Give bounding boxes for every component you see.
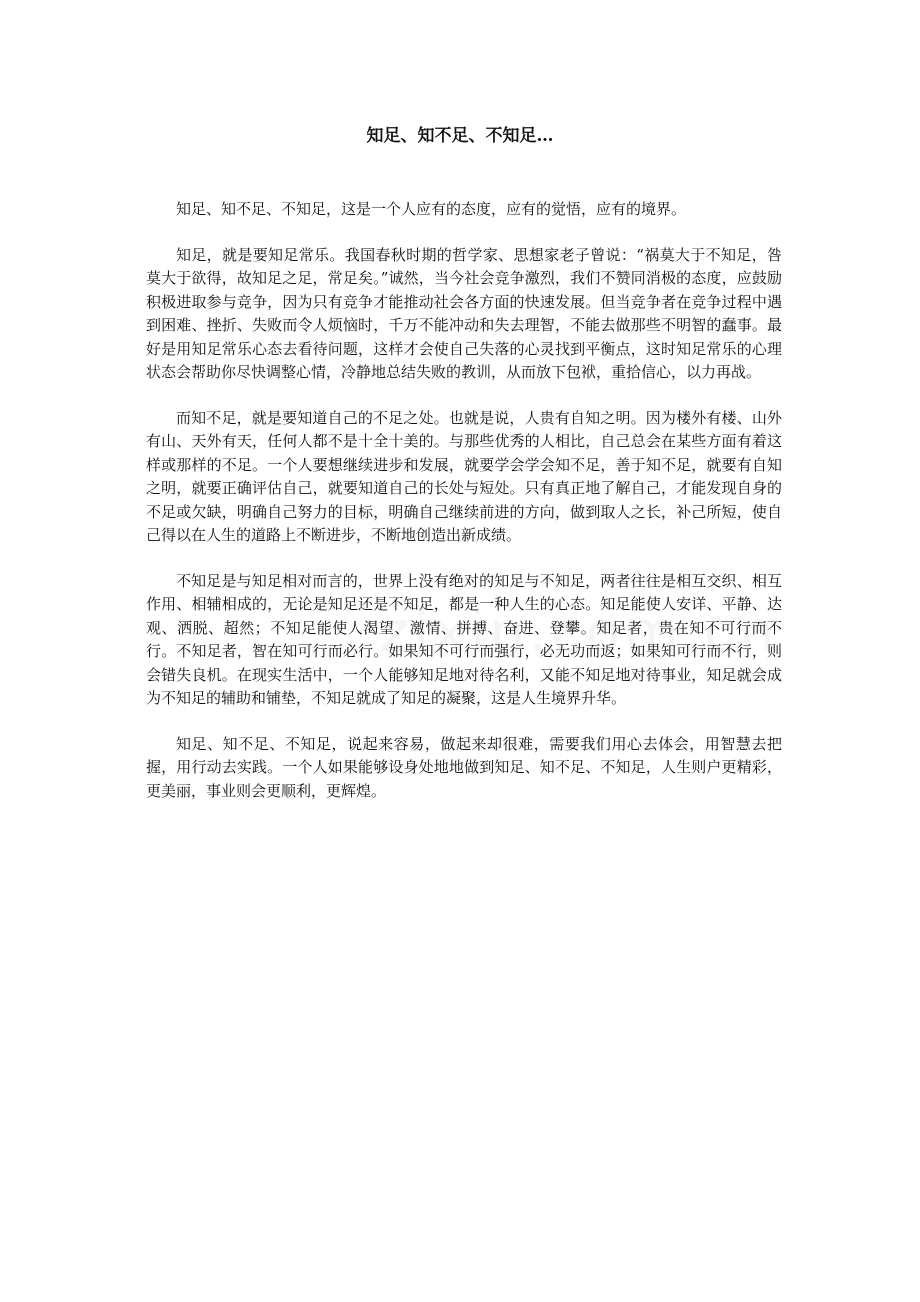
paragraph-conclusion: 知足、知不足、不知足，说起来容易，做起来却很难，需要我们用心去体会，用智慧去把握，用行动去实践。一个人如果能够设身处地地做到知足、知不足、不知足，人生则户更精彩，更美丽，事业则会更顺利，更辉煌。 [146,734,782,800]
paragraph-intro: 知足、知不足、不知足，这是一个人应有的态度，应有的觉悟，应有的境界。 [176,200,687,218]
document-body [146,198,782,825]
paragraph-zhizu: 知足，就是要知足常乐。我国春秋时期的哲学家、思想家老子曾说：“祸莫大于不知足，咎莫大于欲得，故知足之足，常足矣。”诚然，当今社会竞争激烈，我们不赞同消极的态度，应鼓励积极进取参与竞争，因为只有竞争才能推动社会各方面的快速发展。但当竞争者在竞争过程中遇到困难、挫折、失败而令人烦恼时，千万不能冲动和失去理智，不能去做那些不明智的蠢事。最好是用知足常乐心态去看待问题，这样才会使自己失落的心灵找到平衡点，这时知足常乐的心理状态会帮助你尽快调整心情，冷静地总结失败的教训，从而放下包袱，重拾信心，以力再战。 [146,245,782,381]
document-title: 知足、知不足、不知足… [366,126,554,146]
paragraph-buzhizu: 不知足是与知足相对而言的，世界上没有绝对的知足与不知足，两者往往是相互交织、相互作用、相辅相成的，无论是知足还是不知足，都是一种人生的心态。知足能使人安详、平静、达观、洒脱、超然；不知足能使人渴望、激情、拼搏、奋进、登攀。知足者，贵在知不可行而不行。不知足者，智在知可行而必行。如果知不可行而强行，必无功而返；如果知可行而不行，则会错失良机。在现实生活中，一个人能够知足地对待名利，又能不知足地对待事业，知足就会成为不知足的辅助和铺垫，不知足就成了知足的凝聚，这是人生境界升华。 [146,571,782,707]
paragraph-zhibuzu: 而知不足，就是要知道自己的不足之处。也就是说，人贵有自知之明。因为楼外有楼、山外有山、天外有天，任何人都不是十全十美的。与那些优秀的人相比，自己总会在某些方面有着这样或那样的不足。一个人要想继续进步和发展，就要学会学会知不足，善于知不足，就要有自知之明，就要正确评估自己，就要知道自己的长处与短处。只有真正地了解自己，才能发现自身的不足或欠缺，明确自己努力的目标，明确自己继续前进的方向，做到取人之长，补己所短，使自己得以在人生的道路上不断进步，不断地创造出新成绩。 [146,408,782,544]
